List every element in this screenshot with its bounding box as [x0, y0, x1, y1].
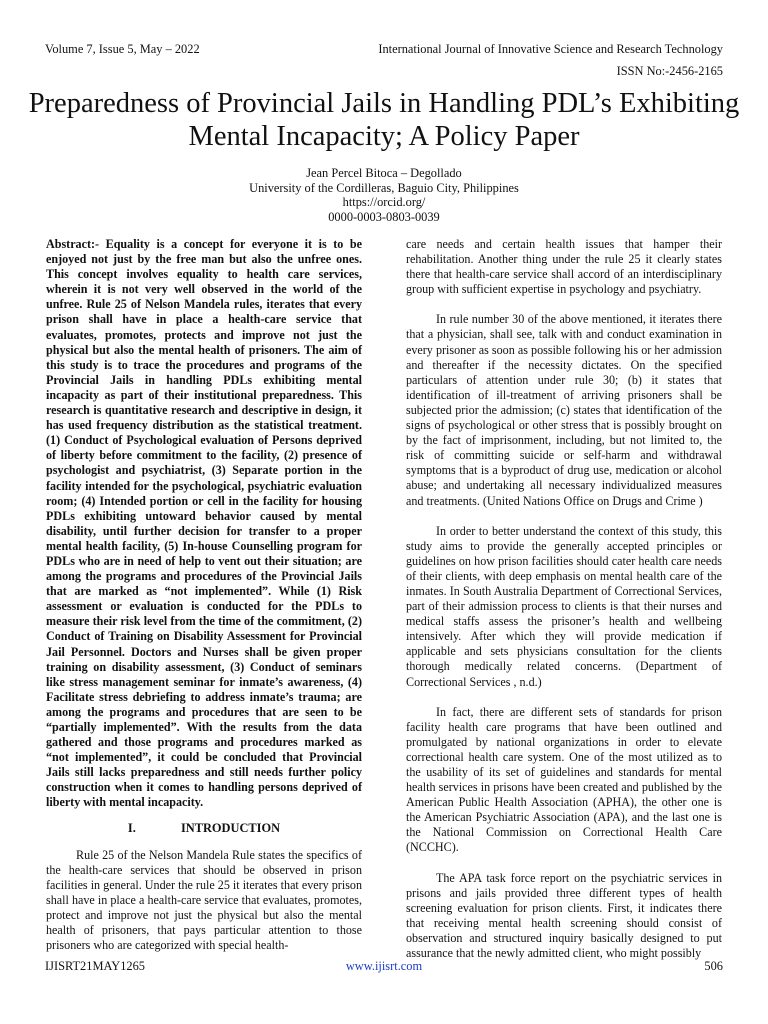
- page-header: [45, 42, 723, 82]
- paper-title: Preparedness of Provincial Jails in Handling PDL’s Exhibiting Mental Incapacity; A Policy Paper: [28, 88, 740, 152]
- left-column: [46, 237, 362, 953]
- author-affiliation: University of the Cordilleras, Baguio City, Philippines: [249, 180, 519, 195]
- volume-info: Volume 7, Issue 5, May – 2022: [45, 42, 200, 56]
- section-heading: [46, 821, 362, 836]
- journal-name: International Journal of Innovative Science and Research Technology: [378, 42, 723, 56]
- body-paragraph: In fact, there are different sets of standards for prison facility health care programs that have been outlined and promulgated by national organizations in order to elevate correctional health care system. One of the most utilized as to the usability of its set of guidelines and standards for mental health services in prisons have been created and published by the American Public Health Association (APHA), the other one is the American Psychiatric Association (APA), and the last one is the National Commission on Correctional Health Care (NCCHC).: [406, 704, 722, 855]
- body-paragraph: Rule 25 of the Nelson Mandela Rule states the specifics of the health-care services that should be observed in prison facilities in general. Under the rule 25 it iterates that every prison shall have in place a health-care service that evaluates, promotes, protect and improve not just the physical but also the mental health of prisoners, that pays particular attention to those prisoners who are categorized with special health-: [46, 847, 362, 953]
- body-paragraph: In rule number 30 of the above mentioned, it iterates there that a physician, shall see, talk with and conduct examination in every prisoner as soon as possible following his or her admission and thereafter if the necessity dictates. On the specified particulars of attention under rule 30; (b) it states that identification of ill-treatment of arriving prisoners shall be subjected prior the admission; (c) states that identification of the signs of psychological or other stress that is possibly brought on by the fact of imprisonment, including, but not limited to, the risk of committing suicide or self-harm and withdrawal symptoms that is a byproduct of drug use, medication or alcohol abuse; and undertaking all necessary individualized measures and treatments. (United Nations Office on Drugs and Crime ): [406, 312, 722, 508]
- abstract: Abstract:- Equality is a concept for everyone it is to be enjoyed not just by the free man but also the unfree ones. This concept involves equality to health care services, wherein it is not very well observed in the world of the unfree. Rule 25 of Nelson Mandela rules, iterates that every prison shall have in place a health-care service that evaluates, promotes, protects and improve not just the physical but also the mental health of prisoners. The aim of this study is to trace the procedures and programs of the Provincial Jails in handling PDLs exhibiting mental incapacity as part of their institutional preparedness. This research is quantitative research and descriptive in design, it has used frequency distribution as the statistical treatment. (1) Conduct of Psychological evaluation of Persons deprived of liberty before commitment to the facility, (2) presence of psychologist and psychiatrist, (3) Separate portion in the facility intended for the psychological, psychiatric evaluation room; (4) Intended portion or cell in the facility for housing PDLs exhibiting untoward behavior caused by mental disability, until further decision for transfer to a proper mental health facility, (5) In-house Counselling program for PDLs who are in need of help to vent out their situation; are among the programs and procedures of the Provincial Jails that are marked as “not implemented”. While (1) Risk assessment or evaluation is conducted for the PDLs to measure their risk level from the time of the commitment, (2) Conduct of Training on Disability Assessment for Provincial Jail Personnel. Doctors and Nurses shall be given proper training on disability assessment, (3) Conduct of seminars like stress management seminar for inmate’s awareness, (4) Facilitate stress debriefing to address inmate’s trauma; are among the programs and procedures that are seen to be “partially implemented”. With the results from the data gathered and those programs and procedures marked as “not implemented”, it could be concluded that Provincial Jails still lacks preparedness and still needs further policy construction when it comes to handling persons deprived of liberty with mental incapacity.: [46, 237, 362, 810]
- section-number: I.: [127, 820, 136, 835]
- issn: ISSN No:-2456-2165: [616, 64, 723, 78]
- author-block: [0, 166, 768, 224]
- body-paragraph: care needs and certain health issues that hamper their rehabilitation. Another thing under the rule 25 it clearly states there that health-care service shall accord of an interdisciplinary group with sufficient expertise in psychology and psychiatry.: [406, 237, 722, 297]
- orcid-url[interactable]: https://orcid.org/: [342, 195, 426, 209]
- page-number: 506: [704, 959, 723, 973]
- section-title: INTRODUCTION: [180, 820, 281, 835]
- right-column: [406, 237, 722, 961]
- author-name: Jean Percel Bitoca – Degollado: [306, 166, 462, 180]
- body-paragraph: The APA task force report on the psychiatric services in prisons and jails provided three different types of health screening evaluation for prison clients. First, it indicates there that receiving mental health screening should consist of observation and structured inquiry basically designed to put assurance that the newly admitted client, who might possibly: [406, 870, 722, 961]
- paper-id: IJISRT21MAY1265: [45, 959, 146, 973]
- orcid-id: 0000-0003-0803-0039: [328, 209, 440, 224]
- body-paragraph: In order to better understand the context of this study, this study aims to provide the generally accepted principles or guidelines on how prison facilities should cater health care needs of their clients, with deep emphasis on mental health care of the inmates. In South Australia Department of Correctional Services, part of their admission process to clients is that their nurses and medical staffs assess the prisoner’s health and wellbeing intensively. After which they will provide medication if applicable and sets physicians consultation for the clients thorough medically related concerns. (Department of Correctional Services , n.d.): [406, 523, 722, 689]
- journal-link[interactable]: www.ijisrt.com: [345, 959, 423, 973]
